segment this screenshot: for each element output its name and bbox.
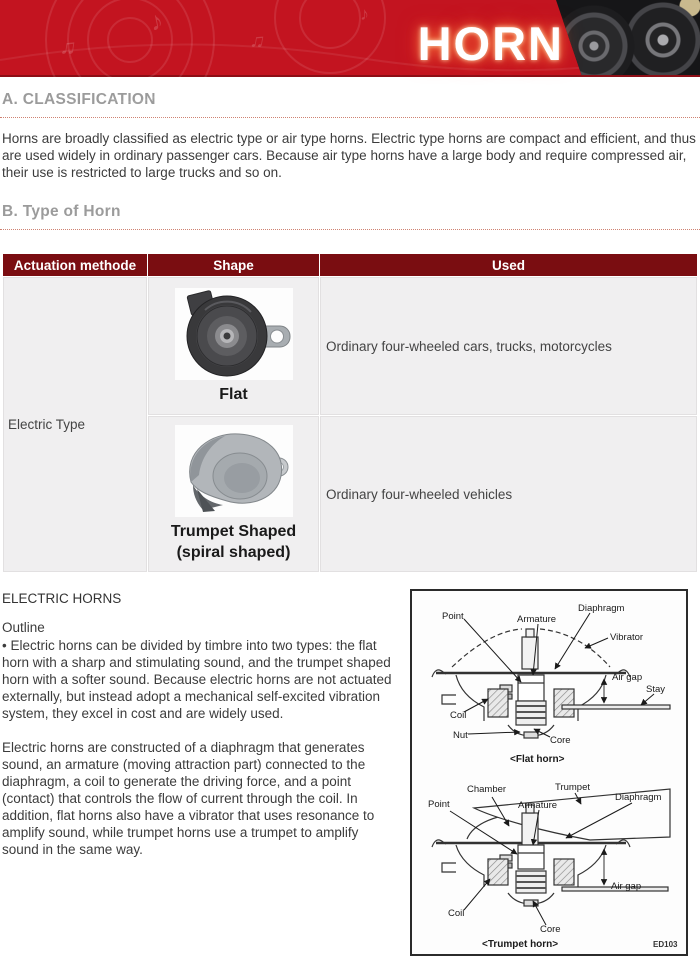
music-note-icon: ♫ bbox=[248, 28, 267, 54]
flat-core-label: Core bbox=[550, 735, 571, 746]
flat-horn-labels bbox=[442, 603, 665, 765]
flat-horn-image bbox=[175, 288, 293, 380]
horn-cross-section-diagram bbox=[410, 589, 688, 956]
trumpet-armature-label: Armature bbox=[518, 800, 558, 811]
shape-cell-trumpet bbox=[148, 416, 319, 572]
col-header-used: Used bbox=[320, 254, 697, 276]
figure-id: ED103 bbox=[653, 940, 678, 949]
shape-cell-flat bbox=[148, 277, 319, 415]
flat-air-gap-label: Air gap bbox=[612, 672, 643, 683]
flat-stay-label: Stay bbox=[646, 684, 666, 695]
dotted-divider bbox=[0, 117, 700, 118]
outline-label: Outline bbox=[2, 620, 45, 635]
flat-armature-label: Armature bbox=[517, 614, 557, 625]
music-note-icon: ♪ bbox=[146, 4, 166, 38]
outline-bullet-paragraph: • Electric horns can be divided by timbre into two types: the flat horn with a sharp and stimulating sound, and the trumpet shaped horn with a softer sound. Because electric horns are not actuated externally, but instead adopt a mechanical self-excited vibration system, they excel in cost and are widely used. bbox=[2, 638, 392, 721]
horn-type-table bbox=[2, 253, 698, 573]
flat-point-label: Point bbox=[442, 611, 464, 622]
flat-horn-caption: <Flat horn> bbox=[510, 754, 565, 765]
shape-label: Flat bbox=[219, 385, 248, 403]
flat-nut-label: Nut bbox=[453, 730, 468, 741]
used-cell: Ordinary four-wheeled cars, trucks, motorcycles bbox=[320, 277, 697, 415]
page-title: HORN bbox=[417, 17, 564, 70]
shape-sublabel: (spiral shaped) bbox=[176, 544, 291, 561]
music-note-icon: ♪ bbox=[360, 4, 369, 24]
banner bbox=[0, 0, 700, 77]
flat-horn-drawing bbox=[432, 629, 670, 738]
flat-coil-label: Coil bbox=[450, 710, 467, 721]
trumpet-air-gap-label: Air gap bbox=[611, 881, 642, 892]
flat-vibrator-label: Vibrator bbox=[610, 632, 644, 643]
actuation-cell: Electric Type bbox=[3, 277, 147, 572]
classification-heading: A. CLASSIFICATION bbox=[2, 91, 156, 108]
trumpet-horn-caption: <Trumpet horn> bbox=[482, 939, 559, 950]
trumpet-horn-image bbox=[175, 425, 293, 517]
dotted-divider bbox=[0, 229, 700, 230]
shape-label: Trumpet Shaped bbox=[170, 523, 297, 540]
trumpet-trumpet-label: Trumpet bbox=[555, 782, 591, 793]
electric-horns-text-column bbox=[2, 589, 404, 956]
trumpet-coil-label: Coil bbox=[448, 908, 465, 919]
construction-paragraph: Electric horns are constructed of a diaphragm that generates sound, an armature (moving attraction part) connected to the diaphragm, a coil to generate the driving force, and a point (contact) that controls the flow of current through the coil. In addition, flat horns also have a vibrator that uses resonance to amplify sound, while trumpet horns use a trumpet to amplify sound in the same way. bbox=[2, 740, 375, 857]
electric-horns-heading: ELECTRIC HORNS bbox=[2, 591, 122, 606]
table-header-row bbox=[3, 254, 697, 276]
music-note-icon: ♫ bbox=[58, 32, 79, 61]
col-header-actuation: Actuation methode bbox=[3, 254, 147, 276]
table-row bbox=[3, 277, 697, 415]
trumpet-point-label: Point bbox=[428, 799, 450, 810]
flat-diaphragm-label: Diaphragm bbox=[578, 603, 625, 614]
trumpet-core-label: Core bbox=[540, 924, 561, 935]
trumpet-chamber-label: Chamber bbox=[467, 784, 507, 795]
used-cell: Ordinary four-wheeled vehicles bbox=[320, 416, 697, 572]
trumpet-diaphragm-label: Diaphragm bbox=[615, 792, 662, 803]
type-of-horn-heading: B. Type of Horn bbox=[2, 203, 121, 220]
classification-body: Horns are broadly classified as electric type or air type horns. Electric type horns are compact and efficient, and thus are used widely in ordinary passenger cars. Because air type horns have a large body and require compressed air, their use is restricted to large trucks and so on. bbox=[2, 131, 696, 180]
col-header-shape: Shape bbox=[148, 254, 319, 276]
electric-horns-section bbox=[2, 589, 698, 956]
